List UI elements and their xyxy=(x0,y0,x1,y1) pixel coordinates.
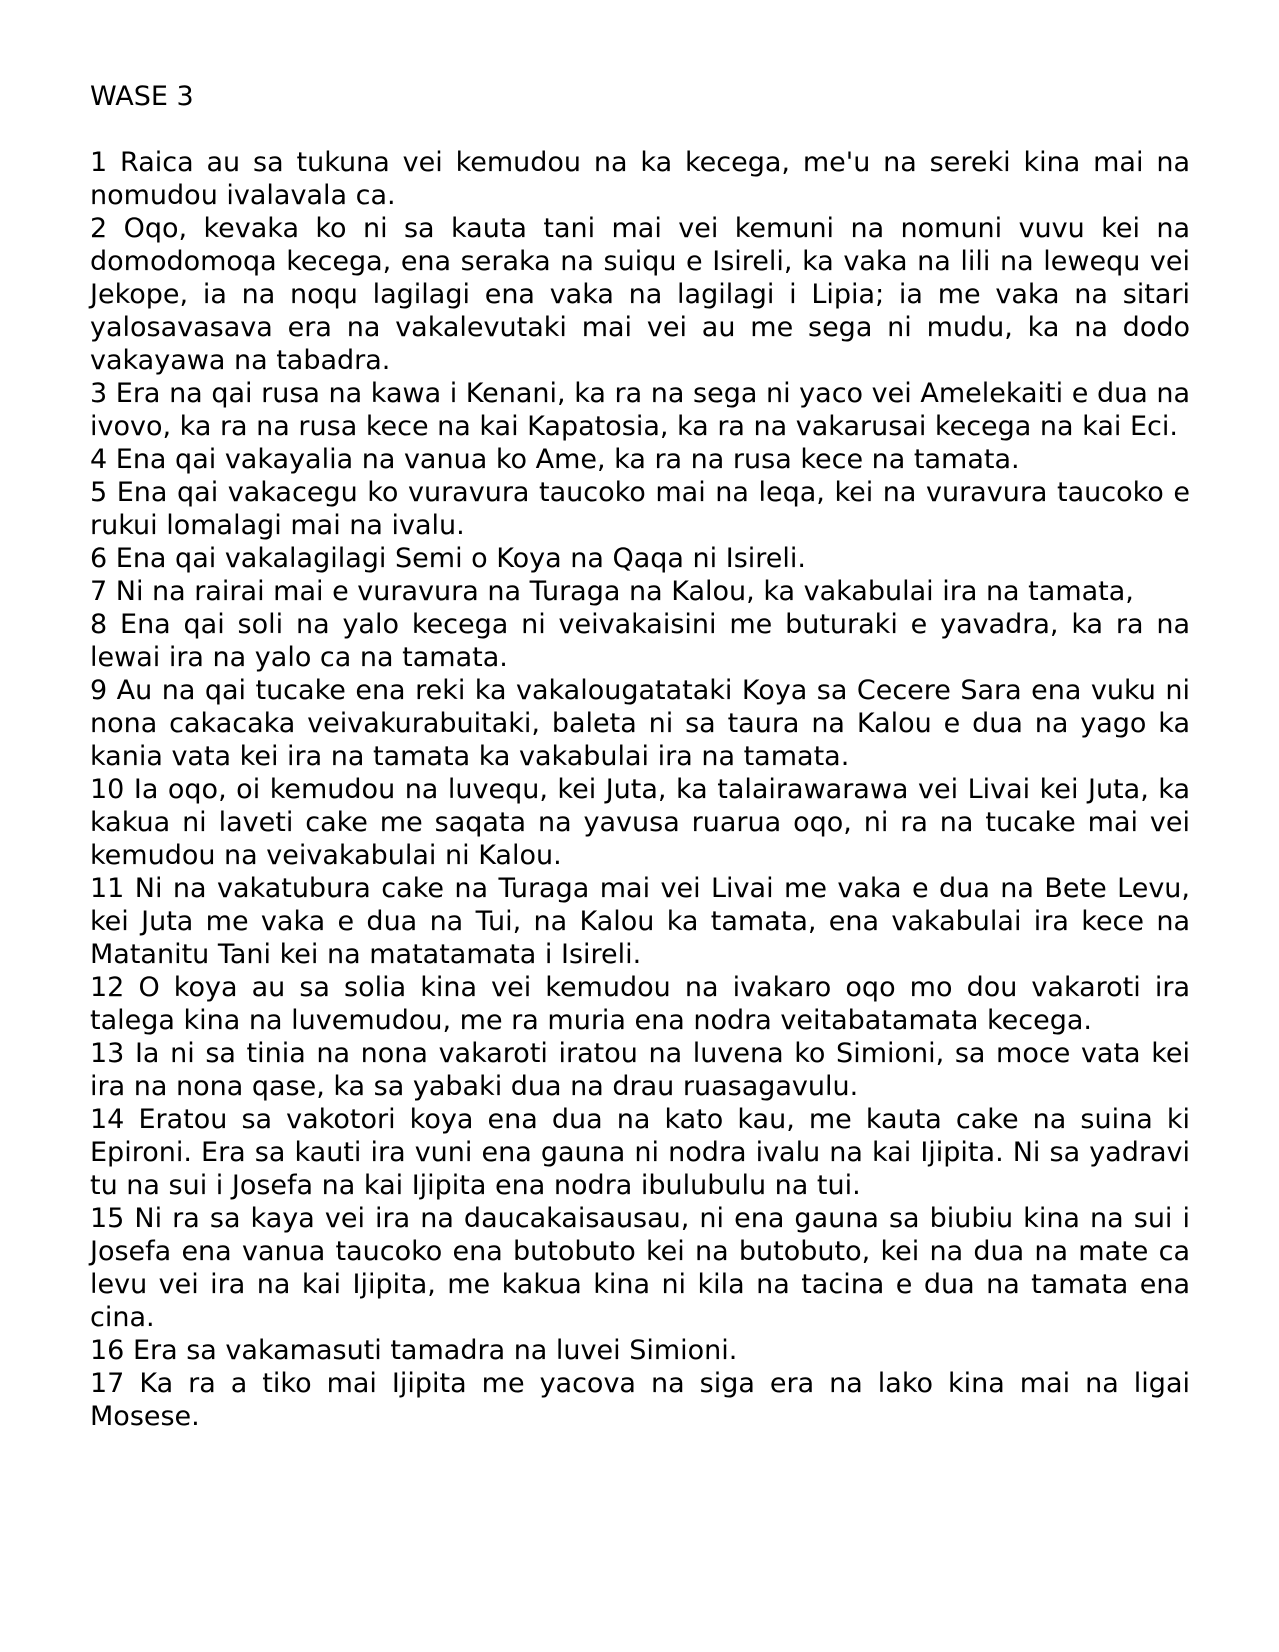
verse-5: 5 Ena qai vakacegu ko vuravura taucoko mai na leqa, kei na vuravura taucoko e rukui lomalagi mai na ivalu. xyxy=(90,477,1190,541)
verse-14: 14 Eratou sa vakotori koya ena dua na kato kau, me kauta cake na suina ki Epironi. Era sa kauti ira vuni ena gauna ni nodra ivalu na kai Ijipita. Ni sa yadravi tu na sui i Josefa na kai Ijipita ena nodra ibulubulu na tui. xyxy=(90,1104,1190,1201)
verse-7: 7 Ni na rairai mai e vuravura na Turaga na Kalou, ka vakabulai ira na tamata, xyxy=(90,576,1134,607)
verse-8: 8 Ena qai soli na yalo kecega ni veivakaisini me buturaki e yavadra, ka ra na lewai ira na yalo ca na tamata. xyxy=(90,609,1190,673)
document-page xyxy=(90,80,1190,1433)
verse-list xyxy=(90,146,1190,1433)
verse-4: 4 Ena qai vakayalia na vanua ko Ame, ka ra na rusa kece na tamata. xyxy=(90,444,1020,475)
verse-13: 13 Ia ni sa tinia na nona vakaroti iratou na luvena ko Simioni, sa moce vata kei ira na nona qase, ka sa yabaki dua na drau ruasagavulu. xyxy=(90,1038,1190,1102)
verse-2: 2 Oqo, kevaka ko ni sa kauta tani mai vei kemuni na nomuni vuvu kei na domodomoqa kecega, ena seraka na suiqu e Isireli, ka vaka na lili na lewequ vei Jekope, ia na noqu lagilagi ena vaka na lagilagi i Lipia; ia me vaka na sitari yalosavasava era na vakalevutaki mai vei au me sega ni mudu, ka na dodo vakayawa na tabadra. xyxy=(90,213,1190,376)
verse-16: 16 Era sa vakamasuti tamadra na luvei Simioni. xyxy=(90,1335,738,1366)
verse-3: 3 Era na qai rusa na kawa i Kenani, ka ra na sega ni yaco vei Amelekaiti e dua na ivovo, ka ra na rusa kece na kai Kapatosia, ka ra na vakarusai kecega na kai Eci. xyxy=(90,378,1190,442)
verse-6: 6 Ena qai vakalagilagi Semi o Koya na Qaqa ni Isireli. xyxy=(90,543,806,574)
verse-10: 10 Ia oqo, oi kemudou na luvequ, kei Juta, ka talairawarawa vei Livai kei Juta, ka kakua ni laveti cake me saqata na yavusa ruarua oqo, ni ra na tucake mai vei kemudou na veivakabulai ni Kalou. xyxy=(90,774,1190,871)
verse-15: 15 Ni ra sa kaya vei ira na daucakaisausau, ni ena gauna sa biubiu kina na sui i Josefa ena vanua taucoko ena butobuto kei na butobuto, kei na dua na mate ca levu vei ira na kai Ijipita, me kakua kina ni kila na tacina e dua na tamata ena cina. xyxy=(90,1203,1190,1333)
verse-11: 11 Ni na vakatubura cake na Turaga mai vei Livai me vaka e dua na Bete Levu, kei Juta me vaka e dua na Tui, na Kalou ka tamata, ena vakabulai ira kece na Matanitu Tani kei na matatamata i Isireli. xyxy=(90,873,1190,970)
verse-1: 1 Raica au sa tukuna vei kemudou na ka kecega, me'u na sereki kina mai na nomudou ivalavala ca. xyxy=(90,147,1190,211)
verse-12: 12 O koya au sa solia kina vei kemudou na ivakaro oqo mo dou vakaroti ira talega kina na luvemudou, me ra muria ena nodra veitabatamata kecega. xyxy=(90,972,1190,1036)
chapter-title: WASE 3 xyxy=(90,81,194,112)
verse-17: 17 Ka ra a tiko mai Ijipita me yacova na siga era na lako kina mai na ligai Mosese. xyxy=(90,1368,1190,1432)
verse-9: 9 Au na qai tucake ena reki ka vakalougatataki Koya sa Cecere Sara ena vuku ni nona cakacaka veivakurabuitaki, baleta ni sa taura na Kalou e dua na yago ka kania vata kei ira na tamata ka vakabulai ira na tamata. xyxy=(90,675,1190,772)
